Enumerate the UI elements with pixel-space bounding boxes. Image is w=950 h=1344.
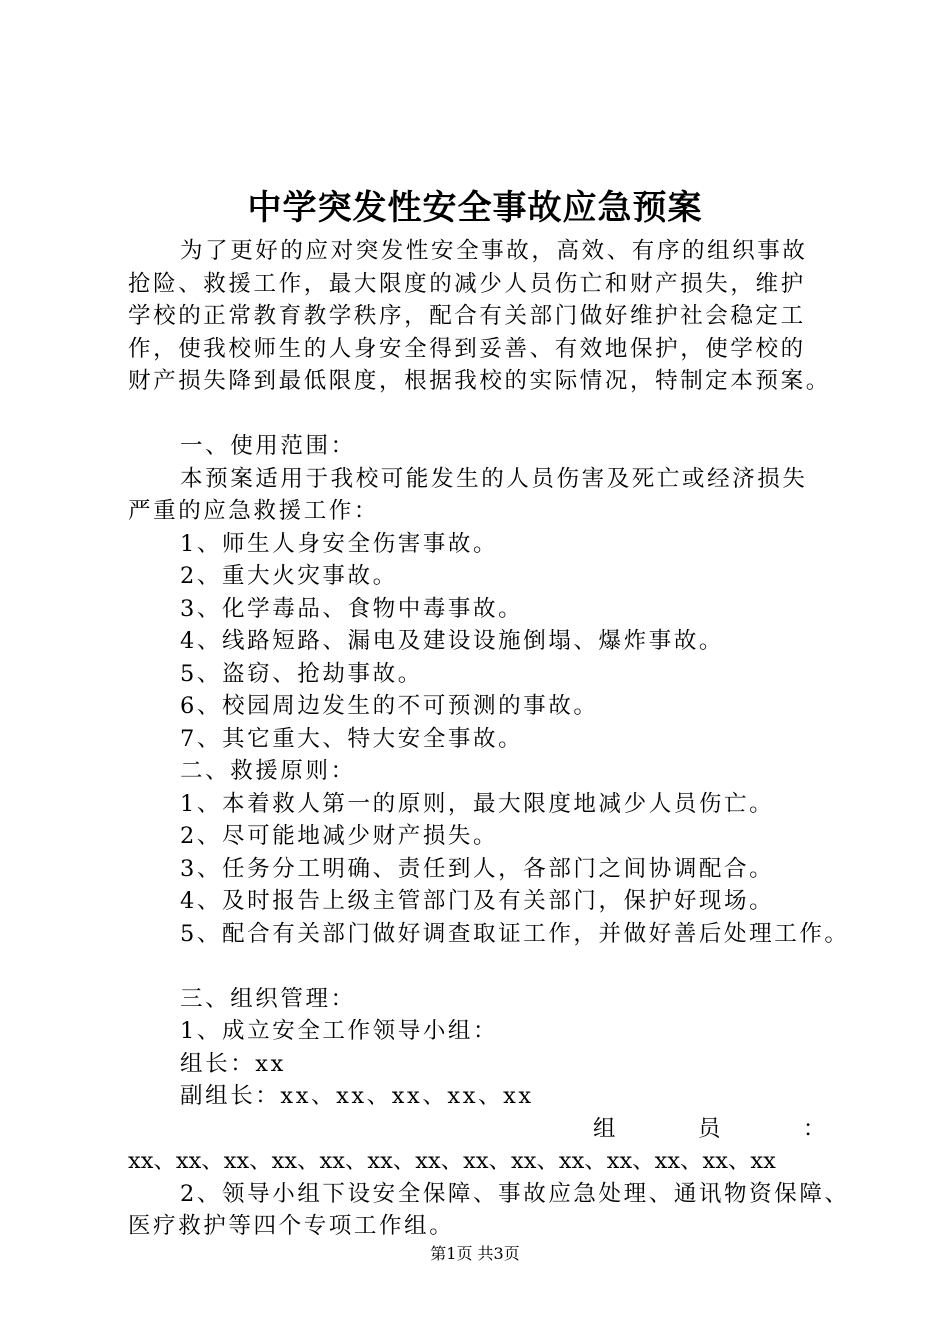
section3-item: 2、领导小组下设安全保障、事故应急处理、通讯物资保障、 bbox=[180, 1180, 850, 1207]
paragraph-gap bbox=[128, 950, 858, 983]
section1-item: 3、化学毒品、食物中毒事故。 bbox=[180, 595, 524, 622]
intro-line: 学校的正常教育教学秩序，配合有关部门做好维护社会稳定工 bbox=[128, 303, 806, 329]
section2-item: 4、及时报告上级主管部门及有关部门，保护好现场。 bbox=[180, 888, 775, 914]
section3-item: 医疗救护等四个专项工作组。 bbox=[128, 1213, 455, 1239]
page-footer: 第1页 共3页 bbox=[430, 1244, 520, 1263]
intro-line: 为了更好的应对突发性安全事故，高效、有序的组织事故 bbox=[180, 238, 808, 264]
section3-heading: 三、组织管理： bbox=[180, 985, 356, 1012]
document-body bbox=[128, 235, 858, 1243]
section1-desc: 严重的应急救援工作： bbox=[128, 498, 380, 524]
section1-item: 6、校园周边发生的不可预测的事故。 bbox=[180, 693, 599, 719]
members-label-char: ： bbox=[802, 1115, 828, 1142]
members-label-char: 组 bbox=[593, 1115, 619, 1142]
section1-item: 7、其它重大、特大安全事故。 bbox=[180, 725, 524, 752]
group-members-label bbox=[128, 1113, 858, 1146]
intro-line: 作，使我校师生的人身安全得到妥善、有效地保护，使学校的 bbox=[128, 335, 806, 362]
section3-item: 1、成立安全工作领导小组： bbox=[180, 1018, 499, 1044]
section2-heading: 二、救援原则： bbox=[180, 758, 356, 784]
intro-line: 财产损失降到最低限度，根据我校的实际情况，特制定本预案。 bbox=[128, 368, 831, 394]
section1-item: 1、师生人身安全伤害事故。 bbox=[180, 530, 499, 557]
section2-item: 5、配合有关部门做好调查取证工作，并做好善后处理工作。 bbox=[180, 920, 850, 947]
group-members-list: xx、xx、xx、xx、xx、xx、xx、xx、xx、xx、xx、xx、xx、xx bbox=[128, 1148, 776, 1174]
group-vice-leaders: 副组长：xx、xx、xx、xx、xx bbox=[180, 1083, 534, 1109]
section1-item: 4、线路短路、漏电及建设设施倒塌、爆炸事故。 bbox=[180, 628, 725, 654]
section2-item: 1、本着救人第一的原则，最大限度地减少人员伤亡。 bbox=[180, 790, 775, 817]
section1-item: 5、盗窃、抢劫事故。 bbox=[180, 660, 423, 687]
intro-line: 抢险、救援工作，最大限度的减少人员伤亡和财产损失，维护 bbox=[128, 270, 806, 297]
paragraph-gap bbox=[128, 398, 858, 431]
section1-item: 2、重大火灾事故。 bbox=[180, 563, 398, 589]
group-leader: 组长：xx bbox=[180, 1050, 286, 1077]
document-title: 中学突发性安全事故应急预案 bbox=[247, 188, 703, 228]
section2-item: 3、任务分工明确、责任到人，各部门之间协调配合。 bbox=[180, 855, 775, 882]
section1-desc: 本预案适用于我校可能发生的人员伤害及死亡或经济损失 bbox=[180, 465, 808, 492]
section2-item: 2、尽可能地减少财产损失。 bbox=[180, 823, 499, 849]
section1-heading: 一、使用范围： bbox=[180, 433, 356, 459]
members-label-char: 员 bbox=[697, 1115, 724, 1142]
